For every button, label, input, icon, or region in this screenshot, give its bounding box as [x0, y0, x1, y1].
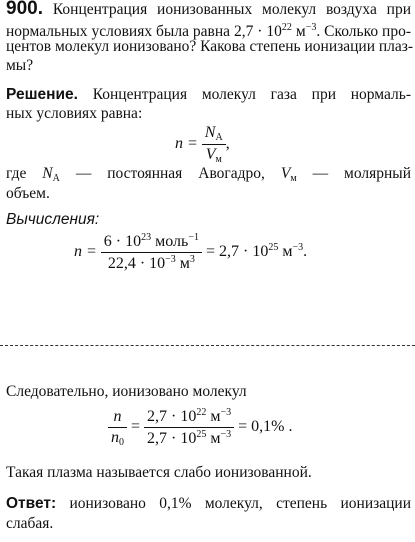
answer-label: Ответ:	[6, 495, 57, 512]
problem-text-1: Концентрация ионизованных молекул воздуха при	[52, 1, 412, 18]
calc-label: Вычисления:	[6, 211, 100, 228]
conclusion-line: Следовательно, ионизовано молекул	[6, 383, 247, 400]
problem-line-4: мы?	[6, 57, 34, 74]
answer-line-1: Ответ: ионизовано 0,1% молекул, степень ионизации	[6, 495, 411, 512]
where-line-2: объем.	[6, 185, 50, 202]
formula-calculation: n = $\frac{6 \cdot 10^{23} моль^{-1}}{22,4 \cdot 10^{-3} м^3}$ = $2,7 \cdot 10^{25}$ $м^{-3}$.	[74, 232, 308, 272]
page-break-divider	[0, 345, 415, 346]
where-line-1: где $N_A$ — постоянная Авогадро, $V_м$ — молярный	[6, 165, 411, 184]
solution-line-1: Решение. Концентрация молекул газа при нормаль-	[6, 86, 411, 103]
plasma-line: Такая плазма называется слабо ионизованной.	[6, 464, 312, 481]
problem-line-2: нормальных условиях была равна $2,7 \cdot 10^{22}$ $м^{-3}$. Сколько про-	[6, 22, 411, 40]
answer-line-2: слабая.	[6, 515, 54, 532]
problem-line-1	[6, 0, 411, 19]
solution-label: Решение.	[6, 86, 78, 103]
problem-line-3: центов молекул ионизовано? Какова степень ионизации плаз-	[6, 38, 414, 55]
problem-number: 900.	[6, 0, 43, 19]
solution-line-2: ных условиях равна:	[6, 105, 143, 122]
formula-ratio: $\frac{n}{n_0}$ = $\frac{2,7 \cdot 10^{22} м^{-3}}{2,7 \cdot 10^{25} м^{-3}}$ = 0,1% .	[108, 407, 292, 448]
formula-concentration: n = $\frac{N_A}{V_м}$ ,	[175, 124, 230, 165]
